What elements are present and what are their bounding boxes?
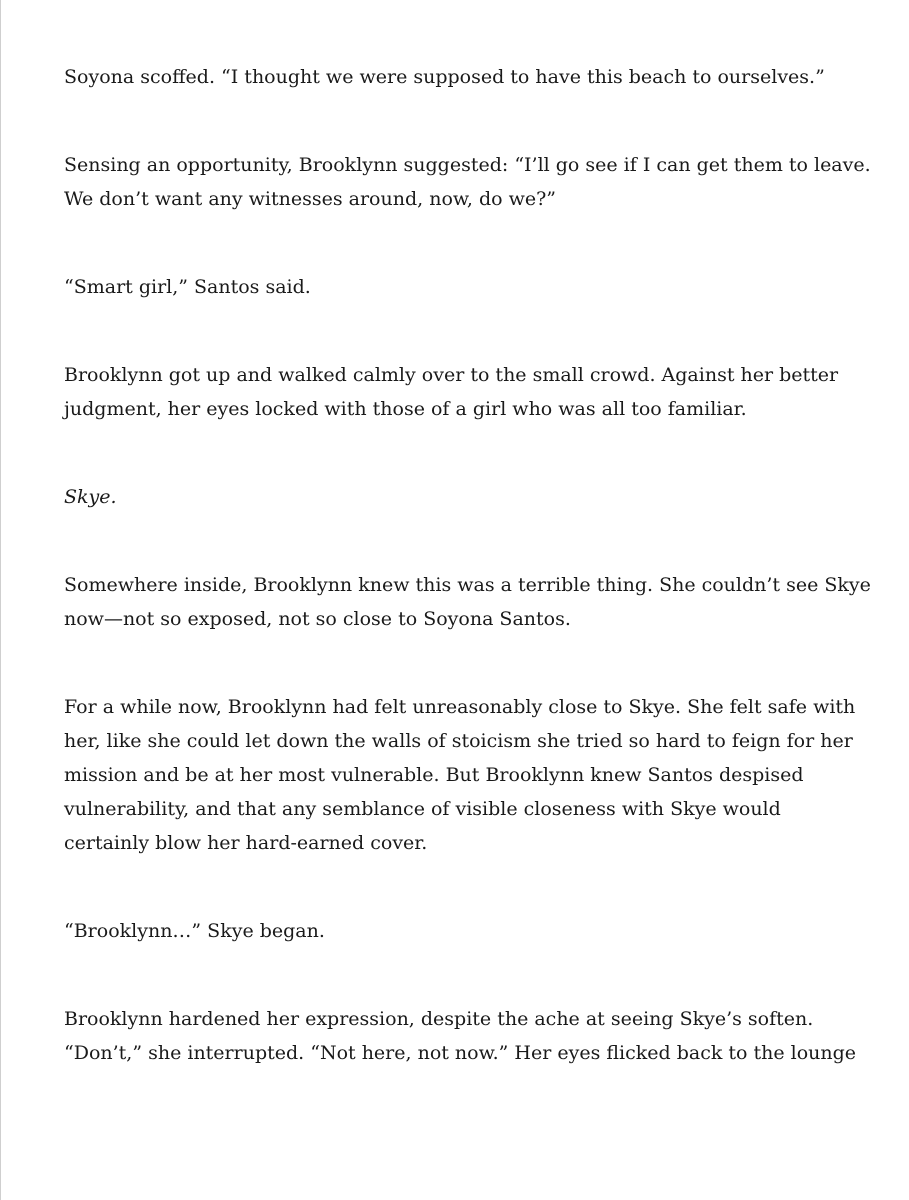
text-line: Brooklynn got up and walked calmly over to the small crowd. Against her better: [64, 364, 839, 386]
page-edge: [0, 0, 1, 1200]
paragraph-1: [64, 60, 864, 94]
paragraph-5: [64, 480, 864, 514]
text-line: For a while now, Brooklynn had felt unreasonably close to Skye. She felt safe with: [64, 696, 856, 718]
text-line: Sensing an opportunity, Brooklynn suggested: “I’ll go see if I can get them to leave.: [64, 154, 871, 176]
text-line: certainly blow her hard-earned cover.: [64, 832, 428, 854]
text-line: “Smart girl,” Santos said.: [64, 276, 311, 298]
text-line: judgment, her eyes locked with those of a girl who was all too familiar.: [64, 398, 747, 420]
text-line: “Don’t,” she interrupted. “Not here, not now.” Her eyes flicked back to the lounge: [64, 1042, 857, 1064]
text-line: now—not so exposed, not so close to Soyona Santos.: [64, 608, 571, 630]
text-line: We don’t want any witnesses around, now, do we?”: [64, 188, 557, 210]
text-line: mission and be at her most vulnerable. But Brooklynn knew Santos despised: [64, 764, 804, 786]
paragraph-6: [64, 568, 871, 636]
text-line: “Brooklynn…” Skye began.: [64, 920, 325, 942]
text-line: vulnerability, and that any semblance of visible closeness with Skye would: [64, 798, 781, 820]
paragraph-8: [64, 914, 864, 948]
paragraph-9: [64, 1002, 864, 1070]
paragraph-4: [64, 358, 864, 426]
text-line: Somewhere inside, Brooklynn knew this was a terrible thing. She couldn’t see Skye: [64, 574, 871, 596]
paragraph-7: [64, 690, 864, 860]
text-line: Soyona scoffed. “I thought we were supposed to have this beach to ourselves.”: [64, 66, 825, 88]
text-line: Brooklynn hardened her expression, despite the ache at seeing Skye’s soften.: [64, 1008, 814, 1030]
text-line: her, like she could let down the walls of stoicism she tried so hard to feign for her: [64, 730, 853, 752]
document-page: [64, 60, 871, 1124]
paragraph-2: [64, 148, 871, 216]
text-line: Skye.: [64, 486, 117, 508]
paragraph-3: [64, 270, 864, 304]
